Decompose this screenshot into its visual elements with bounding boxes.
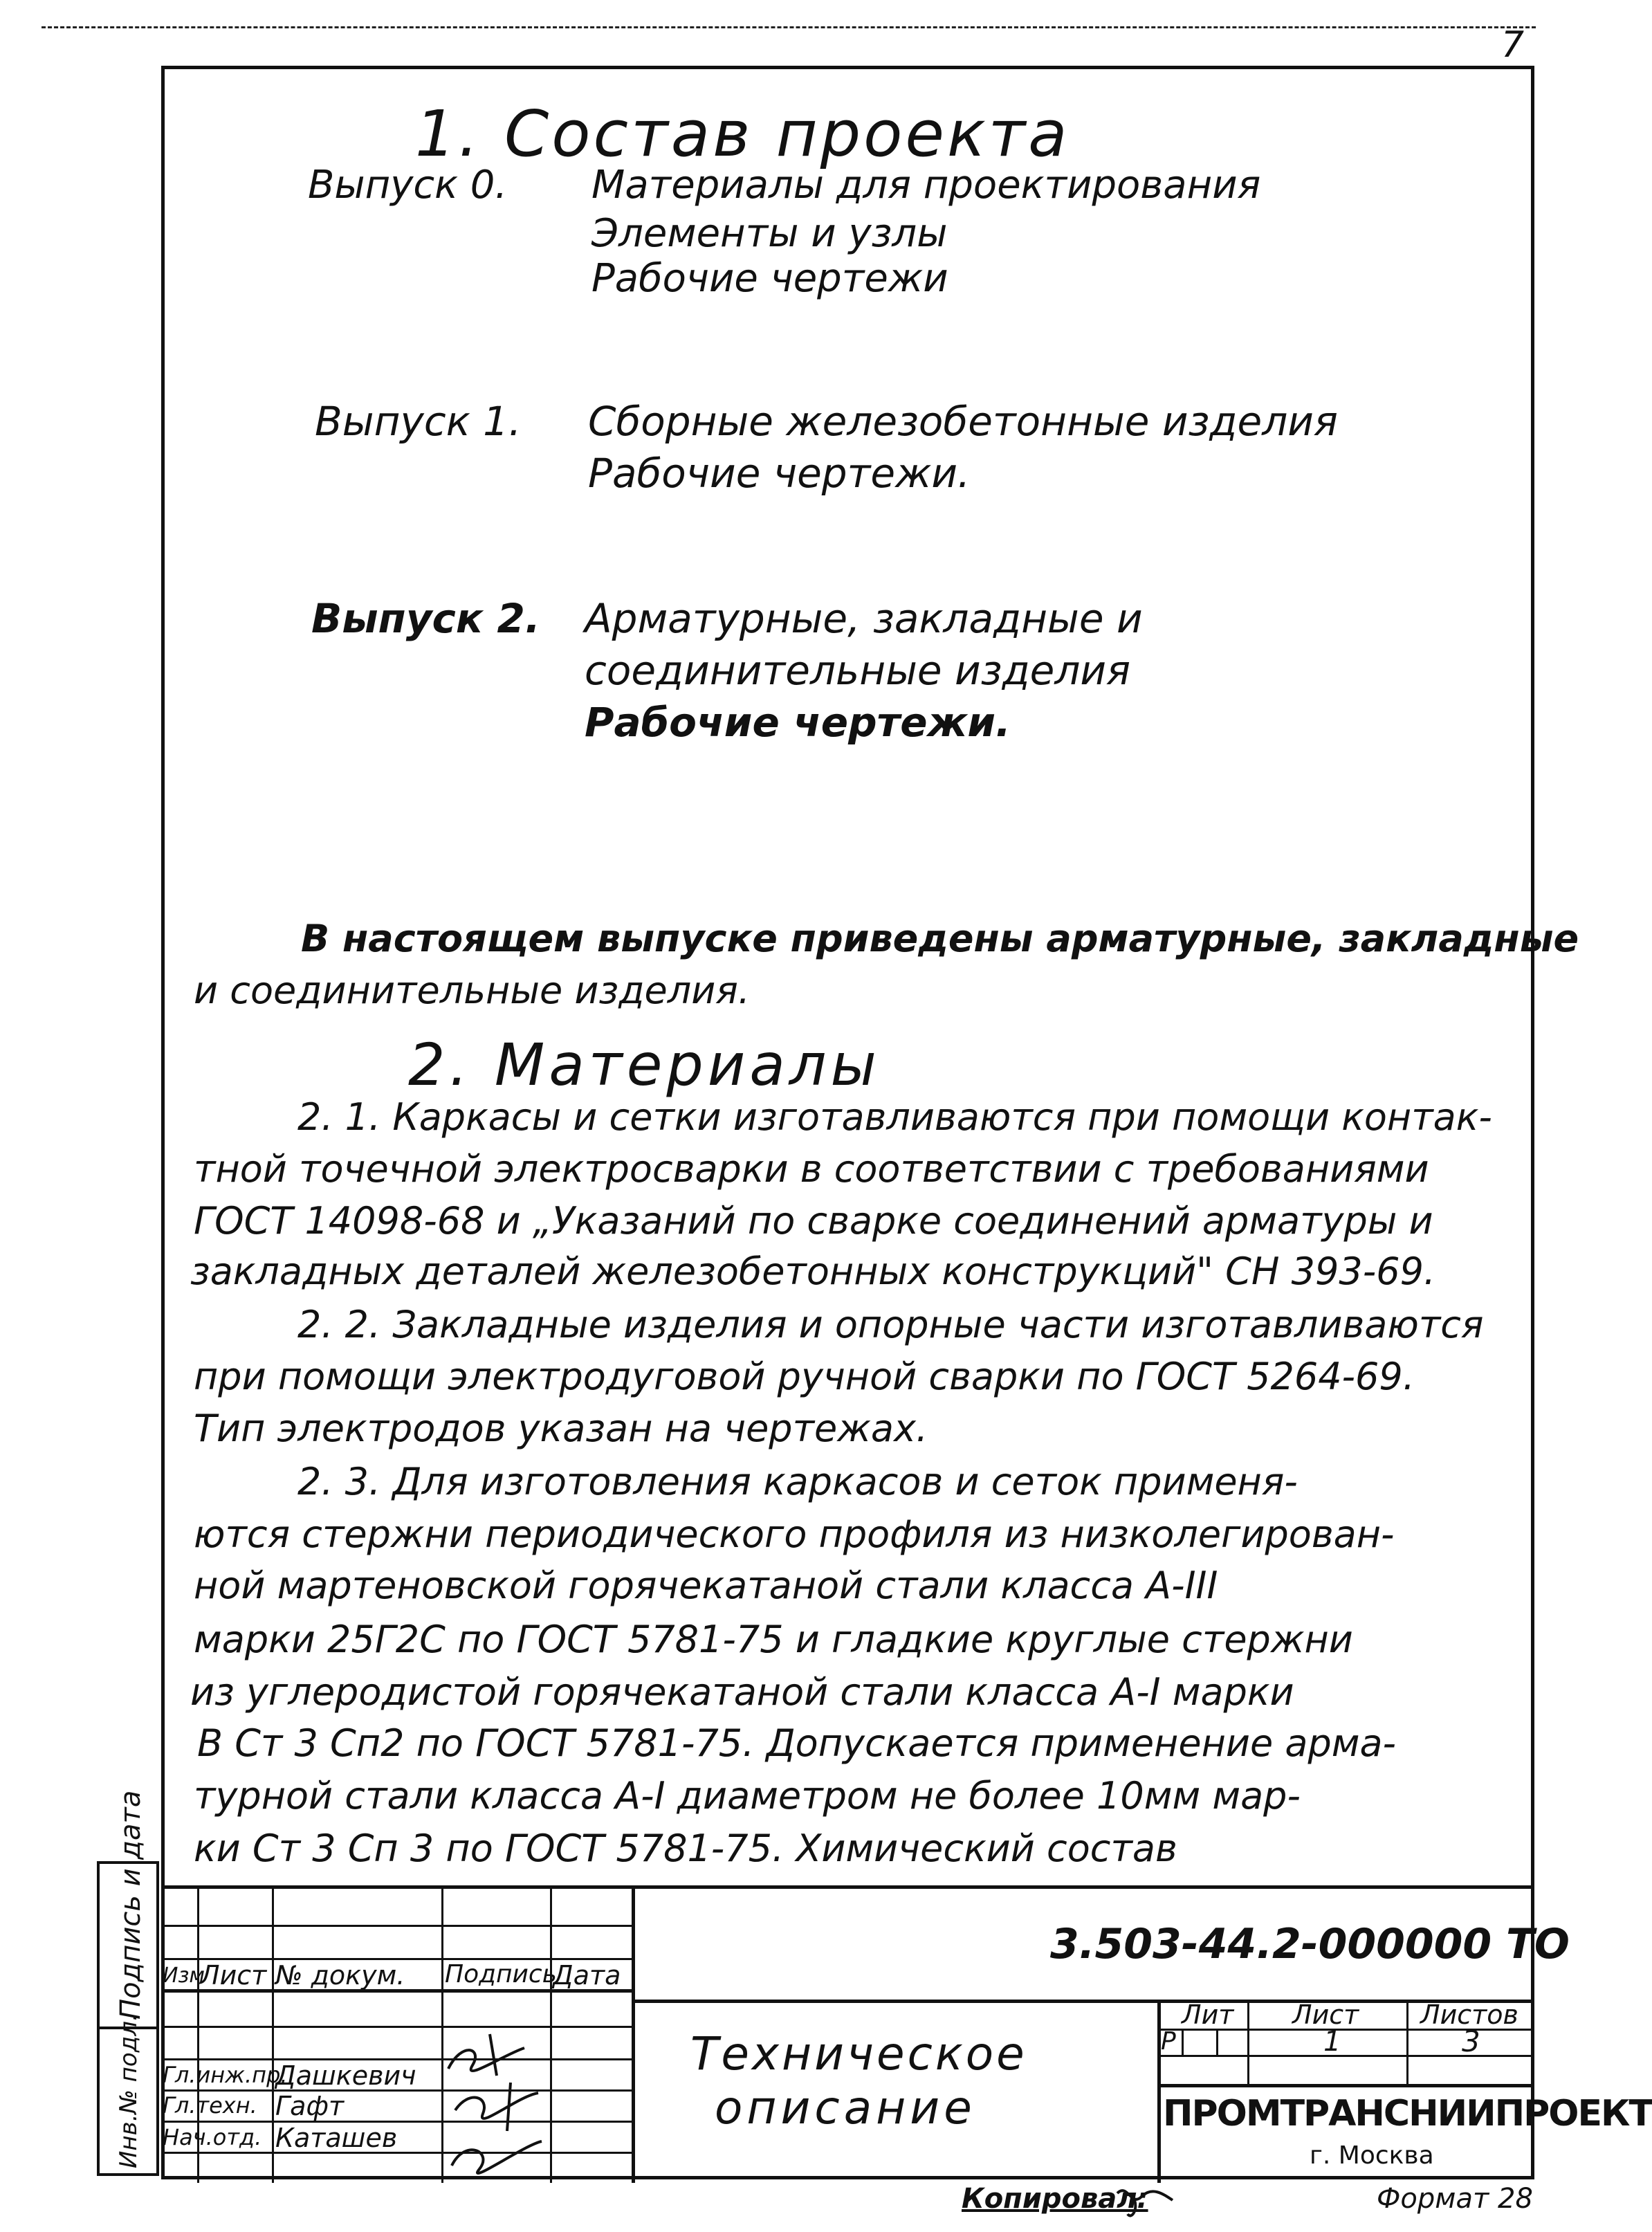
role-3-name: Каташев: [275, 2123, 398, 2153]
s2-line-13: В Ст 3 Сп2 по ГОСТ 5781-75. Допускается применение арма-: [197, 1721, 1397, 1765]
issue-0-label: Выпуск 0.: [308, 163, 508, 208]
s2-line-3: ГОСТ 14098-68 и „Указаний по сварке соединений арматуры и: [194, 1199, 1433, 1243]
issue-1-label: Выпуск 1.: [315, 398, 522, 445]
hdr-doc: № докум.: [275, 1960, 405, 1991]
role-2: Гл.техн.: [163, 2092, 257, 2119]
s2-line-12: из углеродистой горячекатаной стали класса А-I марки: [190, 1670, 1294, 1714]
page-number: 7: [1501, 24, 1525, 66]
s2-line-9: ются стержни периодического профиля из низколегирован-: [194, 1512, 1395, 1556]
hdr-izm: Изм: [163, 1964, 205, 1988]
copied-signature: [1114, 2179, 1176, 2221]
binding-sidebar: [97, 1790, 159, 2176]
s2-line-4: закладных деталей железобетонных конструкций" СН 393-69.: [190, 1250, 1436, 1293]
copied-label: Копировал:: [962, 2183, 1148, 2215]
lit-label: Лит: [1182, 2000, 1234, 2030]
doc-title-2: описание: [715, 2081, 976, 2134]
hdr-sign: Подпись: [445, 1960, 557, 1988]
issue-1-line-1: Сборные железобетонные изделия: [588, 398, 1338, 445]
sheets-value: 3: [1462, 2024, 1480, 2058]
org-city: г. Москва: [1310, 2141, 1434, 2170]
s2-line-6: при помощи электродуговой ручной сварки по ГОСТ 5264-69.: [194, 1355, 1415, 1398]
sheet-value: 1: [1323, 2026, 1341, 2058]
hdr-list: Лист: [200, 1960, 267, 1991]
doc-code: 3.503-44.2-000000 ТО: [1050, 1920, 1570, 1968]
issue-2-label: Выпуск 2.: [311, 595, 540, 642]
issue-0-line-1: Материалы для проектирования: [591, 163, 1261, 208]
role-1-name: Дашкевич: [275, 2060, 416, 2091]
s2-line-11: марки 25Г2С по ГОСТ 5781-75 и гладкие круглые стержни: [194, 1618, 1353, 1661]
sheets-label: Листов: [1420, 2000, 1518, 2030]
issue-0-line-3: Рабочие чертежи: [591, 256, 948, 301]
format-label: Формат 28: [1377, 2183, 1533, 2215]
hdr-date: Дата: [553, 1960, 621, 1991]
signatures: [441, 2027, 550, 2183]
sheet-label: Лист: [1292, 2000, 1359, 2030]
s2-line-5: 2. 2. Закладные изделия и опорные части изготавливаются: [297, 1303, 1484, 1346]
section1-heading: 1. Состав проекта: [415, 97, 1070, 171]
issue-note-line-2: и соединительные изделия.: [194, 969, 751, 1012]
s2-line-7: Тип электродов указан на чертежах.: [194, 1407, 928, 1450]
issue-2-line-3: Рабочие чертежи.: [585, 699, 1011, 746]
issue-0-line-2: Элементы и узлы: [591, 211, 948, 256]
lit-value: Р: [1161, 2027, 1176, 2056]
org-name: ПРОМТРАНСНИИПРОЕКТ: [1163, 2093, 1652, 2134]
role-1: Гл.инж.пр.: [163, 2062, 288, 2088]
s2-line-1: 2. 1. Каркасы и сетки изготавливаются при помощи контак-: [297, 1095, 1492, 1139]
doc-title-1: Техническое: [690, 2027, 1027, 2080]
top-border-line: [42, 26, 1536, 28]
issue-note-line-1: В настоящем выпуске приведены арматурные, закладные: [301, 917, 1579, 960]
s2-line-8: 2. 3. Для изготовления каркасов и сеток применя-: [297, 1460, 1298, 1503]
s2-line-14: турной стали класса А-I диаметром не более 10мм мар-: [194, 1774, 1301, 1818]
s2-line-10: ной мартеновской горячекатаной стали класса А-III: [194, 1564, 1218, 1607]
role-3: Нач.отд.: [163, 2124, 262, 2150]
sidebar-signature-label: Подпись и дата: [115, 1790, 147, 2020]
s2-line-15: ки Ст 3 Сп 3 по ГОСТ 5781-75. Химический состав: [194, 1827, 1177, 1870]
s2-line-2: тной точечной электросварки в соответствии с требованиями: [194, 1147, 1429, 1191]
section2-heading: 2. Материалы: [408, 1031, 881, 1099]
issue-2-line-1: Арматурные, закладные и: [585, 595, 1143, 642]
issue-1-line-2: Рабочие чертежи.: [588, 450, 971, 497]
role-2-name: Гафт: [275, 2091, 345, 2121]
issue-2-line-2: соединительные изделия: [585, 647, 1131, 694]
sidebar-inventory-label: Инв.№ подл.: [115, 2013, 143, 2168]
title-block: [161, 1885, 1652, 2183]
